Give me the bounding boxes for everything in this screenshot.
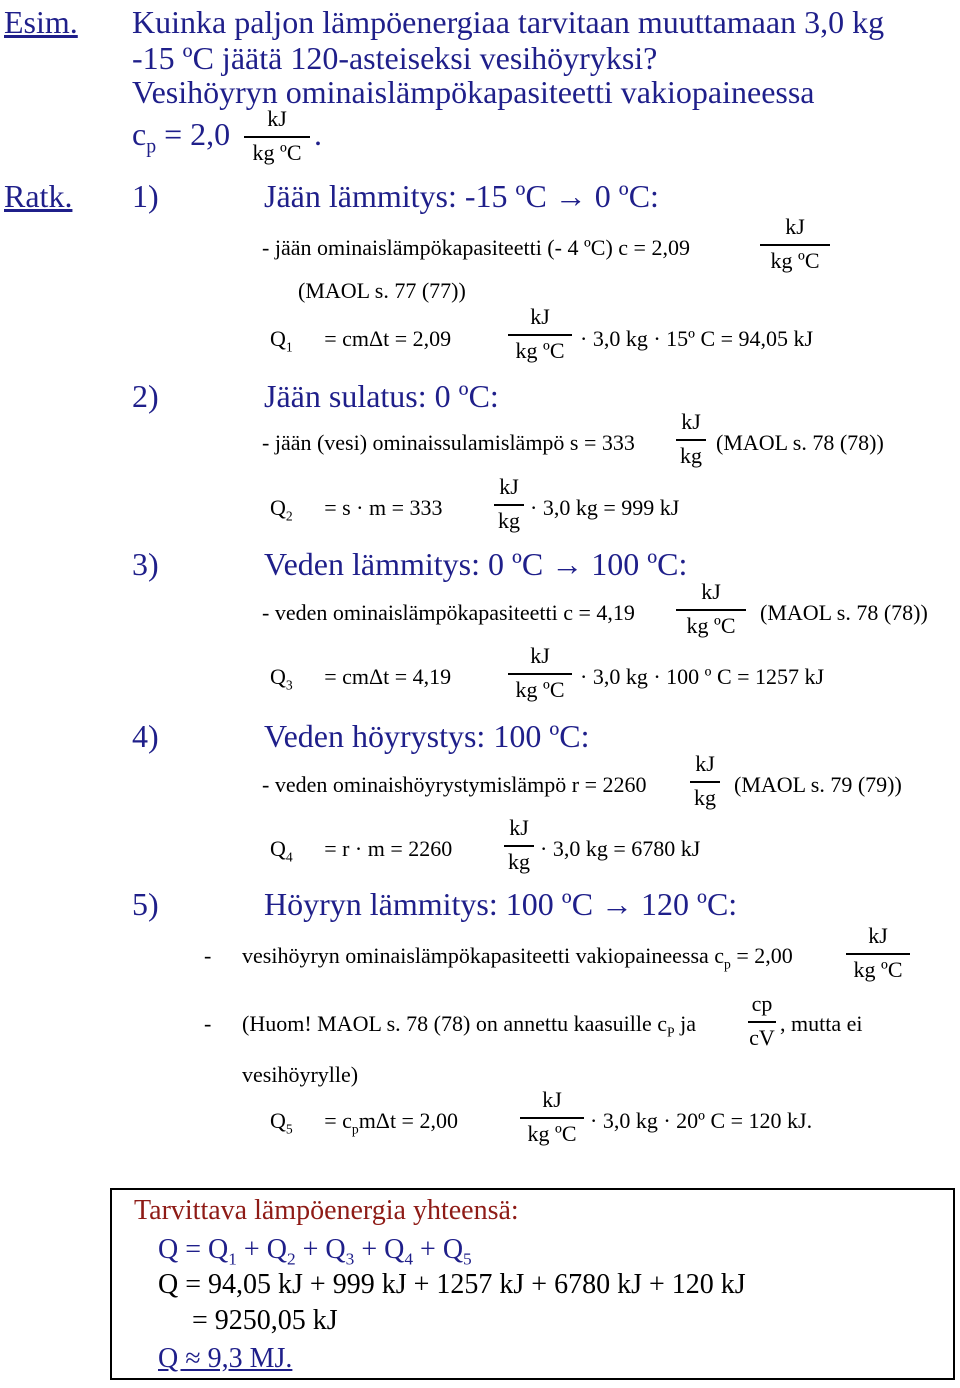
step4-reference: (MAOL s. 79 (79)) — [734, 772, 902, 797]
step2-reference: (MAOL s. 78 (78)) — [716, 430, 884, 455]
step3-equation: $Q_3 = cm\Delta t = 4,19$ — [270, 664, 452, 693]
step3-reference: (MAOL s. 78 (78)) — [760, 600, 928, 625]
step4-title: Veden höyrystys: 100 ºC: — [264, 718, 590, 754]
summary-heading: Tarvittava lämpöenergia yhteensä: — [134, 1195, 519, 1226]
question-line-1: Kuinka paljon lämpöenergiaa tarvitaan muuttamaan 3,0 kg — [132, 4, 885, 40]
step2-bullet: - jään (vesi) ominaissulamislämpö s = 333 — [262, 430, 635, 455]
example-label: Esim. — [4, 4, 78, 40]
step4-result: · 3,0 kg = 6780 kJ — [540, 836, 701, 861]
step3-title: Veden lämmitys: 0 ºC → 100 ºC: — [264, 546, 688, 582]
summary-sum-line: $Q = Q_1 + Q_2 + Q_3 + Q_4 + Q_5$ — [158, 1234, 472, 1269]
step3-number: 3) — [132, 546, 159, 582]
step5-bullet-2-end: , mutta ei — [780, 1011, 863, 1036]
step1-reference: (MAOL s. 77 (77)) — [298, 278, 466, 303]
step4-number: 4) — [132, 718, 159, 754]
step2-number: 2) — [132, 378, 159, 414]
step5-equation: $Q_5 = c_pm\Delta t = 2,00$ — [270, 1108, 458, 1137]
step1-bullet: - jään ominaislämpökapasiteetti (- 4 ºC) c = 2,09 — [262, 235, 690, 260]
step5-bullet-1: vesihöyryn ominaislämpökapasiteetti vakiopaineessa $c_p = 2,00$ — [242, 943, 793, 972]
step5-title: Höyryn lämmitys: 100 ºC → 120 ºC: — [264, 886, 738, 922]
step3-bullet: - veden ominaislämpökapasiteetti c = 4,19 — [262, 600, 635, 625]
summary-values-line: Q = 94,05 kJ + 999 kJ + 1257 kJ + 6780 kJ + 120 kJ — [158, 1269, 746, 1300]
summary-answer: Q ≈ 9,3 MJ. — [158, 1343, 293, 1374]
step5-result: · 3,0 kg · 20º C = 120 kJ. — [590, 1108, 813, 1133]
summary-total: = 9250,05 kJ — [192, 1305, 338, 1336]
step1-number: 1) — [132, 178, 159, 214]
solution-label: Ratk. — [4, 178, 73, 214]
step2-equation: $Q_2 = s \cdot m = 333$ — [270, 495, 443, 524]
step1-title: Jään lämmitys: -15 ºC → 0 ºC: — [264, 178, 659, 214]
step1-equation: $Q_1 = cm\Delta t = 2,09$ — [270, 326, 452, 355]
step2-result: · 3,0 kg = 999 kJ — [530, 495, 680, 520]
step3-result: · 3,0 kg · 100 º C = 1257 kJ — [580, 664, 825, 689]
step5-number: 5) — [132, 886, 159, 922]
question-line-2: -15 ºC jäätä 120-asteiseksi vesihöyryksi? — [132, 40, 658, 76]
step4-equation: $Q_4 = r \cdot m = 2260$ — [270, 836, 453, 865]
step4-bullet: - veden ominaishöyrystymislämpö r = 2260 — [262, 772, 647, 797]
step2-title: Jään sulatus: 0 ºC: — [264, 378, 499, 414]
question-line-3: Vesihöyryn ominaislämpökapasiteetti vakiopaineessa — [132, 74, 815, 110]
step5-bullet-2: (Huom! MAOL s. 78 (78) on annettu kaasuille $c_P$ ja — [242, 1011, 697, 1040]
cp-given: $c_p = 2,0$ — [132, 116, 231, 158]
step1-result: · 3,0 kg · 15º C = 94,05 kJ — [580, 326, 814, 351]
step5-bullet-2-cont: vesihöyrylle) — [242, 1062, 359, 1087]
